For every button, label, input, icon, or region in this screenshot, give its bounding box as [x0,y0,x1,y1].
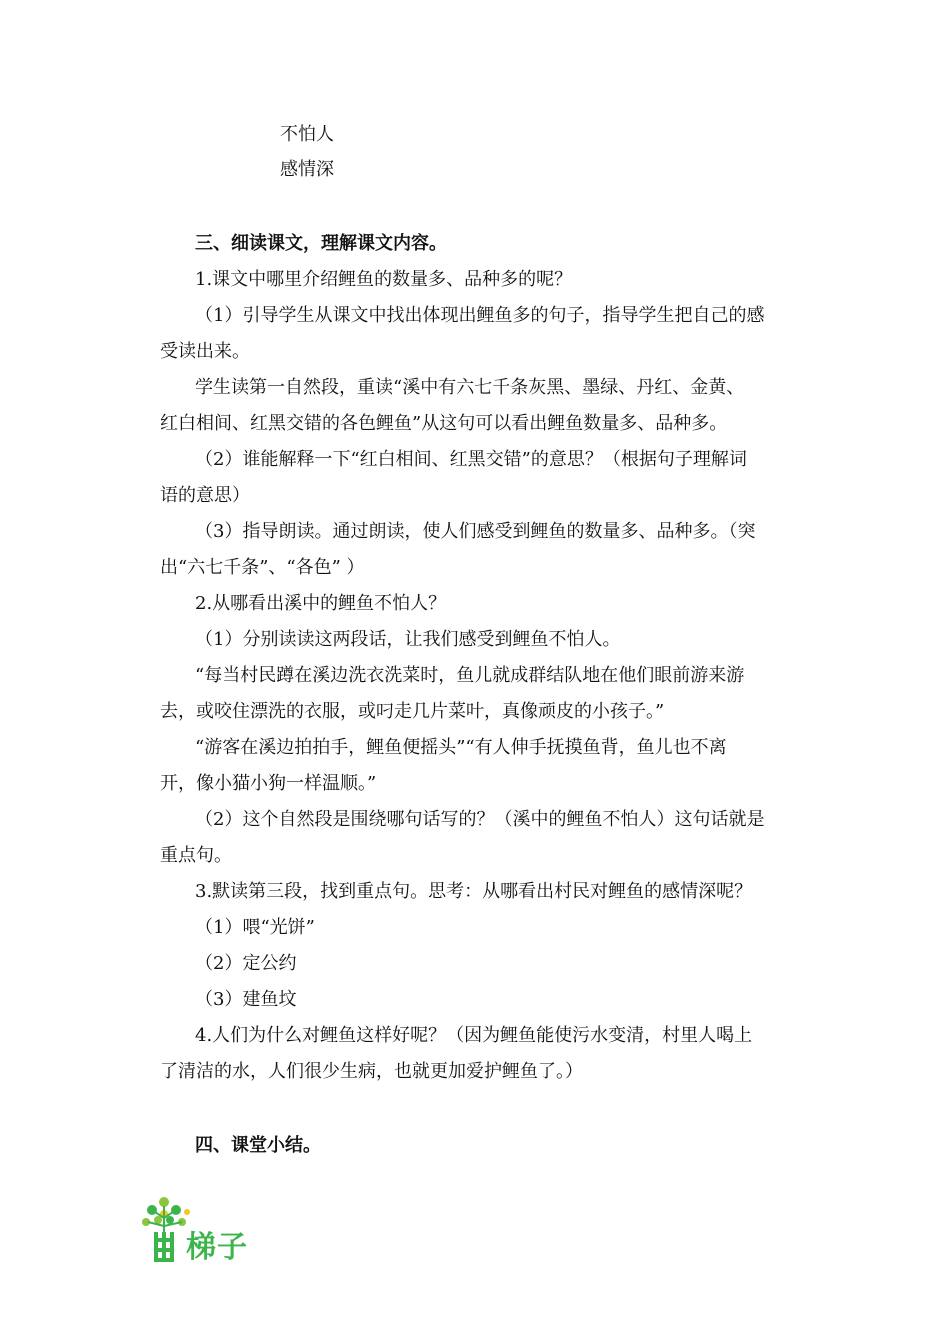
paragraph-line: （1）引导学生从课文中找出体现出鲤鱼多的句子，指导学生把自己的感 [195,305,765,326]
paragraph-line: （2）谁能解释一下“红白相间、红黑交错”的意思？（根据句子理解词 [195,449,747,470]
paragraph-line: 红白相间、红黑交错的各色鲤鱼”从这句可以看出鲤鱼数量多、品种多。 [160,413,728,434]
list-item: （2）定公约 [195,953,297,974]
quote-line: “每当村民蹲在溪边洗衣洗菜时，鱼儿就成群结队地在他们眼前游来游 [195,665,745,686]
question-1: 1.课文中哪里介绍鲤鱼的数量多、品种多的呢？ [195,269,573,290]
question-3: 3.默读第三段，找到重点句。思考：从哪看出村民对鲤鱼的感情深呢？ [195,881,753,902]
question-2: 2.从哪看出溪中的鲤鱼不怕人？ [195,593,447,614]
paragraph-line: （3）指导朗读。通过朗读，使人们感受到鲤鱼的数量多、品种多。（突 [195,521,756,542]
paragraph-line: 受读出来。 [160,341,250,362]
paragraph-line: 学生读第一自然段，重读“溪中有六七千条灰黑、墨绿、丹红、金黄、 [195,377,745,398]
paragraph-line: 了清洁的水，人们很少生病，也就更加爱护鲤鱼了。） [160,1061,583,1082]
list-item: （3）建鱼坟 [195,989,297,1010]
logo-text: 梯子 [186,1230,248,1265]
quote-line: 去，或咬住漂洗的衣服，或叼走几片菜叶，真像顽皮的小孩子。” [160,701,665,722]
question-4: 4.人们为什么对鲤鱼这样好呢？（因为鲤鱼能使污水变清，村里人喝上 [195,1025,753,1046]
paragraph-line: （2）这个自然段是围绕哪句话写的？（溪中的鲤鱼不怕人）这句话就是 [195,809,765,830]
section-3-heading: 三、细读课文，理解课文内容。 [195,233,447,254]
list-item: （1）喂“光饼” [195,917,315,938]
section-4-heading: 四、课堂小结。 [195,1135,321,1156]
paragraph-line: 语的意思） [160,485,250,506]
paragraph-line: 出“六七千条”、“各色” ） [160,557,365,578]
paragraph-line: 重点句。 [160,845,232,866]
paragraph-line: （1）分别读读这两段话，让我们感受到鲤鱼不怕人。 [195,629,621,650]
outline-item-2: 感情深 [280,159,334,180]
quote-line: 开，像小猫小狗一样温顺。” [160,773,377,794]
outline-item-1: 不怕人 [280,124,334,145]
quote-line: “游客在溪边拍拍手，鲤鱼便摇头”“有人伸手抚摸鱼背，鱼儿也不离 [195,737,727,758]
